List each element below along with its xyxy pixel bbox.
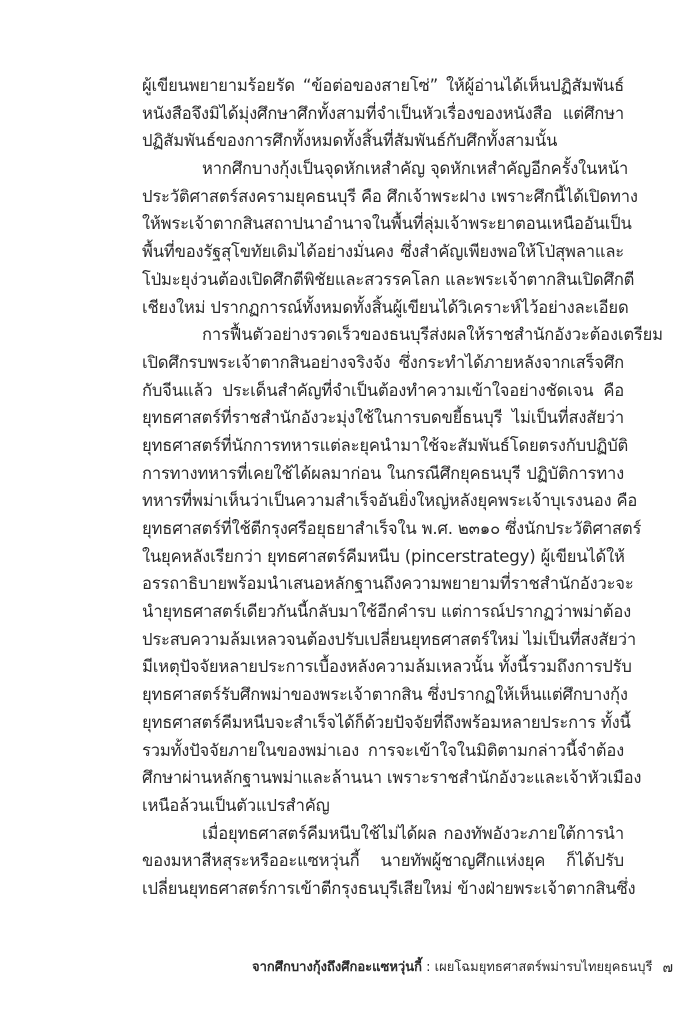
text-line: ยุทธศาสตร์รับศึกพม่าของพระเจ้าตากสิน ซึ่งปรากฏให้เห็นแต่ศึกบางกุ้ง: [142, 685, 628, 705]
text-line: ปฏิสัมพันธ์ของการศึกทั้งหมดทั้งสิ้นที่สัมพันธ์กับศึกทั้งสามนั้น: [142, 131, 558, 151]
text-line: กับจีนแล้ว ประเด็นสำคัญที่จำเป็นต้องทำความเข้าใจอย่างชัดเจน คือ: [142, 380, 624, 400]
running-title: [252, 957, 653, 979]
text-line: ศึกษาผ่านหลักฐานพม่าและล้านนา เพราะราชสำนักอังวะและเจ้าหัวเมือง: [142, 768, 642, 788]
text-line: ให้พระเจ้าตากสินสถาปนาอำนาจในพื้นที่ลุ่มเจ้าพระยาตอนเหนืออันเป็น: [142, 214, 632, 234]
page-number: ๗: [662, 960, 674, 976]
text-line: ยุทธศาสตร์ที่นักการทหารแต่ละยุคนำมาใช้จะสัมพันธ์โดยตรงกับปฏิบัติ: [142, 435, 629, 455]
text-line: โป่มะยุง่วนต้องเปิดศึกตีพิชัยและสวรรคโลก และพระเจ้าตากสินเปิดศึกตี: [142, 269, 635, 289]
text-line: การทางทหารที่เคยใช้ได้ผลมาก่อน ในกรณีศึกยุคธนบุรี ปฏิบัติการทาง: [142, 463, 624, 483]
text-line: เปิดศึกรบพระเจ้าตากสินอย่างจริงจัง ซึ่งกระทำได้ภายหลังจากเสร็จศึก: [142, 352, 624, 372]
body-text: [142, 72, 663, 903]
text-line: หนังสือจึงมิได้มุ่งศึกษาศึกทั้งสามที่จำเป็นหัวเรื่องของหนังสือ แต่ศึกษา: [142, 103, 624, 123]
text-line: ผู้เขียนพยายามร้อยรัด “ข้อต่อของสายโซ่” ให้ผู้อ่านได้เห็นปฏิสัมพันธ์: [142, 76, 624, 95]
text-line: ของมหาสีหสุระหรืออะแซหวุ่นกี้ นายทัพผู้ชาญศึกแห่งยุค ก็ได้ปรับ: [142, 851, 624, 871]
text-line: อรรถาธิบายพร้อมนำเสนอหลักฐานถึงความพยายามที่ราชสำนักอังวะจะ: [142, 574, 634, 594]
text-line: ยุทธศาสตร์ที่ใช้ตีกรุงศรีอยุธยาสำเร็จใน พ.ศ. ๒๓๑๐ ซึ่งนักประวัติศาสตร์: [142, 519, 642, 538]
text-line: ยุทธศาสตร์คีมหนีบจะสำเร็จได้ก็ด้วยปัจจัยที่ถึงพร้อมหลายประการ ทั้งนี้: [142, 712, 631, 732]
text-line: รวมทั้งปัจจัยภายในของพม่าเอง การจะเข้าใจในมิติตามกล่าวนี้จำต้อง: [142, 740, 624, 760]
text-line: ประสบความล้มเหลวจนต้องปรับเปลี่ยนยุทธศาสตร์ใหม่ ไม่เป็นที่สงสัยว่า: [142, 629, 637, 649]
running-title-bold: จากศึกบางกุ้งถึงศึกอะแซหวุ่นกี้: [252, 960, 422, 975]
paragraph-first-line: การฟื้นตัวอย่างรวดเร็วของธนบุรีส่งผลให้ราชสำนักอังวะต้องเตรียม: [202, 325, 663, 345]
page-footer: [252, 957, 674, 979]
text-line: มีเหตุปัจจัยหลายประการเบื้องหลังความล้มเหลวนั้น ทั้งนี้รวมถึงการปรับ: [142, 657, 632, 677]
text-line: เหนือล้วนเป็นตัวแปรสำคัญ: [142, 795, 330, 815]
running-title-subtitle: : เผยโฉมยุทธศาสตร์พม่ารบไทยยุคธนบุรี: [422, 960, 653, 975]
text-line: เชียงใหม่ ปรากฏการณ์ทั้งหมดทั้งสิ้นผู้เขียนได้วิเคราะห์ไว้อย่างละเอียด: [142, 297, 629, 317]
text-line: ประวัติศาสตร์สงครามยุคธนบุรี คือ ศึกเจ้าพระฝาง เพราะศึกนี้ได้เปิดทาง: [142, 186, 638, 206]
text-line: พื้นที่ของรัฐสุโขทัยเดิมได้อย่างมั่นคง ซึ่งสำคัญเพียงพอให้โป่สุพลาและ: [142, 242, 624, 262]
text-line: เปลี่ยนยุทธศาสตร์การเข้าตีกรุงธนบุรีเสียใหม่ ข้างฝ่ายพระเจ้าตากสินซึ่ง: [142, 878, 636, 898]
text-line: ทหารที่พม่าเห็นว่าเป็นความสำเร็จอันยิ่งใหญ่หลังยุคพระเจ้าบุเรงนอง คือ: [142, 491, 638, 511]
text-line: ในยุคหลังเรียกว่า ยุทธศาสตร์คีมหนีบ (pincerstrategy) ผู้เขียนได้ให้: [142, 546, 625, 566]
text-line: นำยุทธศาสตร์เดียวกันนี้กลับมาใช้อีกคำรบ แต่การณ์ปรากฏว่าพม่าต้อง: [142, 602, 632, 622]
paragraph-first-line: หากศึกบางกุ้งเป็นจุดหักเหสำคัญ จุดหักเหสำคัญอีกครั้งในหน้า: [202, 159, 629, 179]
paragraph-first-line: เมื่อยุทธศาสตร์คีมหนีบใช้ไม่ได้ผล กองทัพอังวะภายใต้การนำ: [202, 823, 624, 843]
text-line: ยุทธศาสตร์ที่ราชสำนักอังวะมุ่งใช้ในการบดขยี้ธนบุรี ไม่เป็นที่สงสัยว่า: [142, 408, 624, 428]
